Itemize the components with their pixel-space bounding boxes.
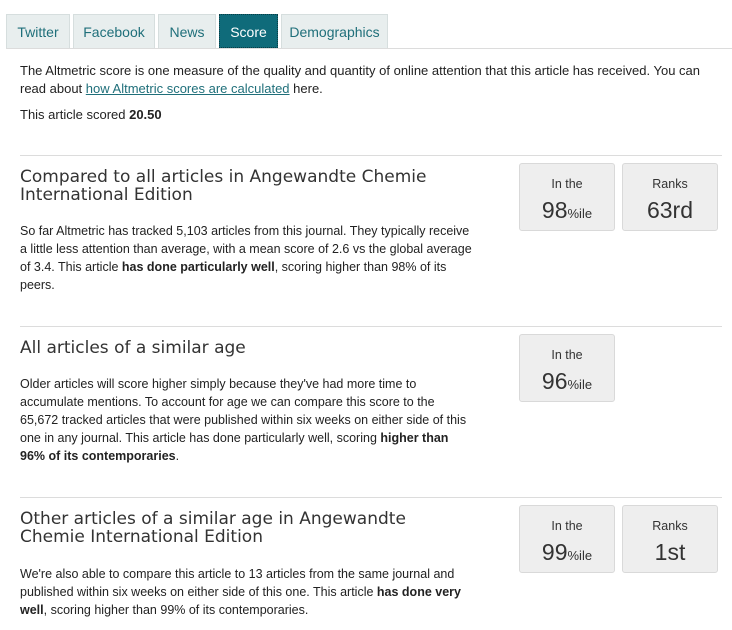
percentile-box	[519, 505, 615, 573]
rank-label: Ranks	[652, 519, 688, 533]
score-intro	[20, 62, 710, 98]
section-text: We're also able to compare this article to 13 articles from the same journal and published within six weeks on either side of this one. This article	[20, 567, 455, 599]
section-divider	[20, 497, 722, 498]
tab-bar	[6, 14, 732, 49]
section-divider	[20, 155, 722, 156]
rank-value: 63rd	[646, 197, 694, 223]
percentile-value	[520, 539, 614, 566]
section-text: .	[175, 449, 180, 463]
tab-twitter[interactable]: Twitter	[6, 14, 70, 48]
percentile-box	[519, 163, 615, 231]
section-divider	[20, 326, 722, 327]
percentile-number: 99	[541, 539, 568, 565]
rank-box	[622, 163, 718, 231]
section-text-bold: higher than 96% of its contemporaries	[20, 431, 449, 463]
tab-score[interactable]: Score	[219, 14, 278, 48]
section-text: So far Altmetric has tracked 5,103 articles from this journal. They typically receive a little less attention than average, with a mean score of 2.6 vs the global average of 3.4. This article	[20, 224, 472, 274]
score-calculation-link[interactable]: how Altmetric scores are calculated	[85, 81, 290, 96]
tab-news[interactable]: News	[158, 14, 216, 48]
section-text: Older articles will score higher simply because they've had more time to accumulate mentions. To account for age we can compare this score to the 65,672 tracked articles that were published within six weeks on either side of this one in any journal. This article has done particularly well, scoring	[20, 377, 467, 445]
rank-label: Ranks	[652, 177, 688, 191]
rank-box	[622, 505, 718, 573]
section-body-similar-age	[20, 375, 475, 465]
percentile-number: 98	[541, 197, 568, 223]
percentile-unit: %ile	[567, 377, 593, 392]
percentile-unit: %ile	[567, 206, 593, 221]
section-title-journal-similar-age: Other articles of a similar age in Angewandte Chemie International Edition	[20, 509, 406, 547]
percentile-value	[520, 368, 614, 395]
section-body-journal	[20, 222, 475, 294]
percentile-label: In the	[551, 348, 583, 362]
percentile-label: In the	[551, 519, 583, 533]
tab-demographics[interactable]: Demographics	[281, 14, 388, 48]
section-text-bold: has done very well	[20, 585, 461, 617]
percentile-value	[520, 197, 614, 224]
percentile-label: In the	[551, 177, 583, 191]
article-score	[20, 107, 162, 122]
section-text-bold: has done particularly well	[121, 260, 275, 274]
section-title-journal: Compared to all articles in Angewandte Chemie International Edition	[20, 167, 427, 205]
rank-value: 1st	[654, 539, 686, 565]
intro-text: The Altmetric score is one measure of the quality and quantity of online attention that this article has received. You can read about	[20, 63, 701, 96]
percentile-unit: %ile	[567, 548, 593, 563]
score-value: 20.50	[129, 107, 162, 122]
tab-facebook[interactable]: Facebook	[73, 14, 155, 48]
section-text: , scoring higher than 98% of its peers.	[20, 260, 447, 292]
section-body-journal-similar-age	[20, 565, 475, 619]
percentile-box	[519, 334, 615, 402]
scored-label: This article scored	[20, 107, 130, 122]
section-text: , scoring higher than 99% of its contemporaries.	[43, 603, 309, 617]
section-title-similar-age: All articles of a similar age	[20, 338, 246, 358]
percentile-number: 96	[541, 368, 568, 394]
intro-text-end: here.	[289, 81, 323, 96]
